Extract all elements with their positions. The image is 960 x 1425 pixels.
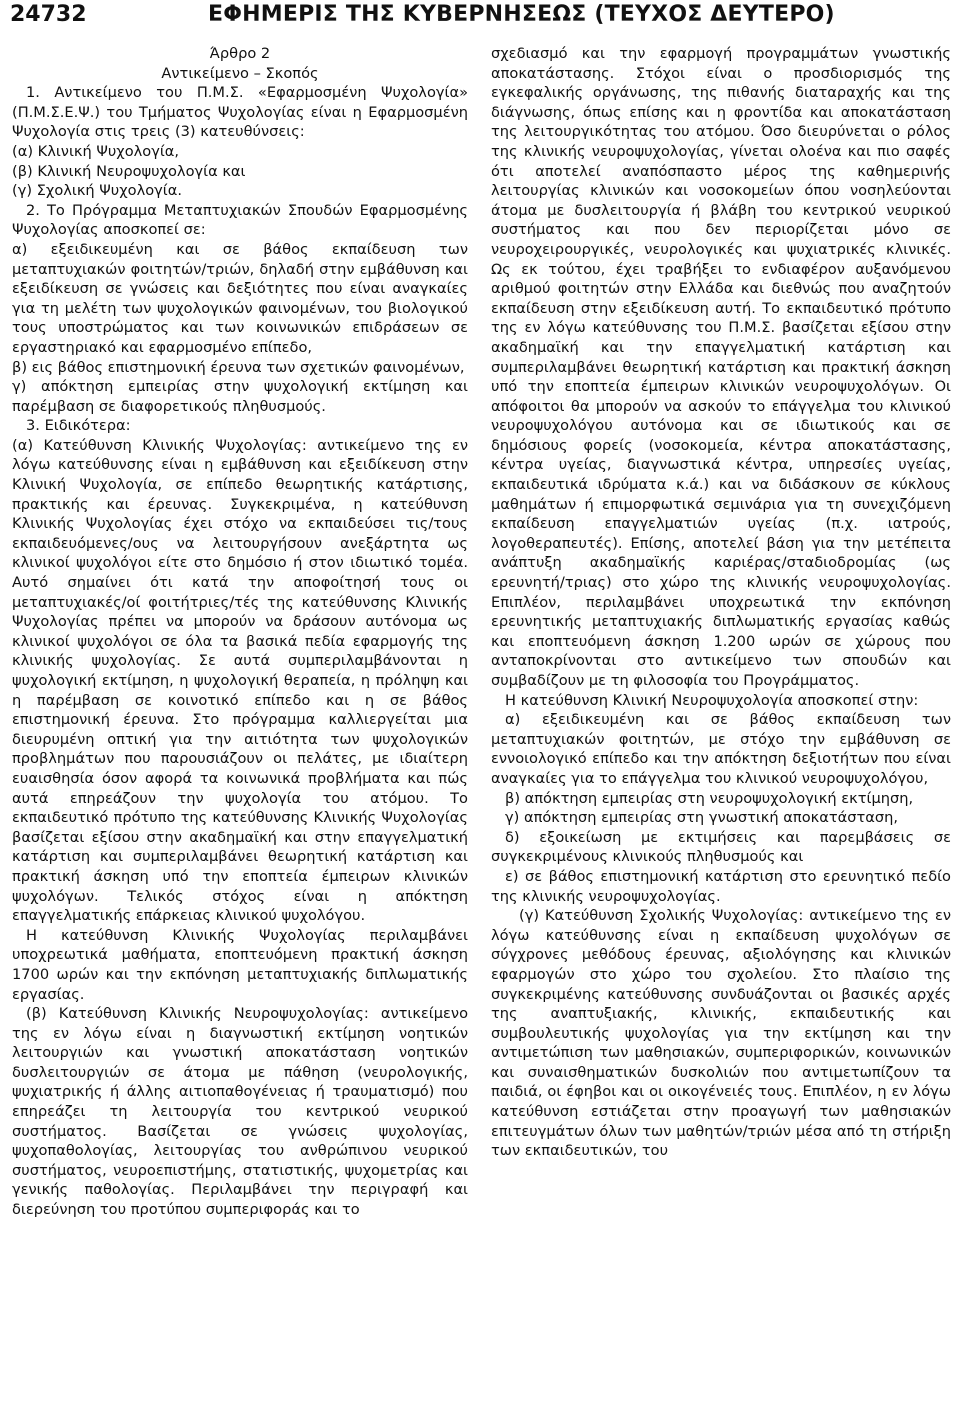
paragraph: σχεδιασμό και την εφαρμογή προγραμμάτων γνωστικής αποκατάστασης. Στόχοι είναι ο προσδιορισμός της εγκεφαλικής οργάνωσης, της πιθανής διαταραχής και της διάγνωσης, όπως επίσης και η φροντίδα και αποκατάσταση της λειτουργικότητας του ατόμου. Όσο διευρύνεται ο ρόλος της κλινικής νευροψυχολογίας, γίνεται ολοένα και πιο σαφές ότι αποτελεί αναπόσπαστο μέρος της καθημερινής λειτουργίας κλινικών και νοσοκομείων όπου νοσηλεύονται άτομα με δυσλειτουργία ή βλάβη του κεντρικού νευρικού συστήματος και που δεν περιορίζεται μόνο σε νευροχειρουργικές, νευρολογικές και ψυχιατρικές κλινικές. Ως εκ τούτου, έχει τραβήξει το ενδιαφέρον αυξανόμενου αριθμού φοιτητών στην Ελλάδα και διεθνώς που αναζητούν εκπαίδευση στην εξειδίκευση αυτή. Το εκπαιδευτικό πρότυπο της εν λόγω κατεύθυνσης του Π.Μ.Σ. βασίζεται εξίσου στην ακαδημαϊκή και την επαγγελματική κατάρτιση και συμπεριλαμβάνει θεωρητική κατάρτιση και πρακτική άσκηση υπό την εποπτεία έμπειρων κλινικών νευροψυχολόγων. Οι απόφοιτοι θα μπορούν να ασκούν το επάγγελμα του κλινικού νευροψυχολόγου αυτόνομα και σε ιδιωτικούς και σε δημόσιους φορείς (νοσοκομεία, κέντρα αποκατάστασης, κέντρα υγείας, διαγνωστικά κέντρα, υπηρεσίες υγείας, εκπαιδευτικά ιδρύματα κ.ά.) και να διδάσκουν σε κύκλους μαθημάτων ή επιμορφωτικά σεμινάρια για τη συνεχιζόμενη εκπαίδευση επαγγελματιών υγείας (π.χ. ιατρούς, λογοθεραπευτές). Επίσης, αποτελεί βάση για την μετέπειτα ανάπτυξη ακαδημαϊκής καριέρας/σταδιοδρομίας (ως ερευνητή/τριας) στο χώρο της κλινικής νευροψυχολογίας. Επιπλέον, περιλαμβάνει υποχρεωτικά την εκπόνηση ερευνητικής μεταπτυχιακής διπλωματικής εργασίας καθώς και εποπτευόμενη άσκηση 1.200 ωρών σε χώρους που ανταποκρίνονται στο αντικείμενο των σπουδών και συμβαδίζουν με τη φιλοσοφία του Προγράμματος. [491, 45, 951, 689]
paragraph: 2. Το Πρόγραμμα Μεταπτυχιακών Σπουδών Εφαρμοσμένης Ψυχολογίας αποσκοπεί σε: [12, 201, 468, 239]
page-number: 24732 [10, 2, 87, 27]
paragraph: (α) Κατεύθυνση Κλινικής Ψυχολογίας: αντικείμενο της εν λόγω κατεύθυνσης είναι η εμβάθυνση και εξειδίκευση στην Κλινική Ψυχολογία, σε επίπεδο θεωρητικής κατάρτισης, πρακτικής και έρευνας. Συγκεκριμένα, η κατεύθυνση Κλινικής Ψυχολογίας έχει στόχο να εκπαιδεύσει τις/τους εκπαιδευόμενες/ους να λειτουργήσουν ανεξάρτητα ως κλινικοί ψυχολόγοι είτε στο δημόσιο ή στον ιδιωτικό τομέα. Αυτό σημαίνει ότι κατά την αποφοίτησή τους οι μεταπτυχιακές/οί φοιτήτριες/τές της κατεύθυνσης Κλινικής Ψυχολογίας πρέπει να μπορούν να δράσουν αυτόνομα ως κλινικοί ψυχολόγοι σε όλα τα βασικά πεδία εφαρμογής της κλινικής ψυχολογίας. Σε αυτά συμπεριλαμβάνονται η ψυχολογική εκτίμηση, η ψυχολογική θεραπεία, η πρόληψη και η παρέμβαση σε κοινοτικό επίπεδο και η σε βάθος επιστημονική έρευνα. Στο πρόγραμμα καλλιεργείται μια διευρυμένη οπτική για την αιτιότητα των ψυχολογικών προβλημάτων που παρουσιάζουν οι πελάτες, με ιδιαίτερη ευαισθησία όσον αφορά τα κοινωνικά προβλήματα και πώς αυτά επηρεάζουν την ψυχολογία του ατόμου. Το εκπαιδευτικό πρότυπο της κατεύθυνσης Κλινικής Ψυχολογίας βασίζεται εξίσου στην ακαδημαϊκή και στην επαγγελματική κατάρτιση και συμπεριλαμβάνει θεωρητική κατάρτιση και πρακτική άσκηση υπό την εποπτεία έμπειρων κλινικών ψυχολόγων. Τελικός στόχος είναι η απόκτηση επαγγελματικής επάρκειας κλινικού ψυχολόγου. [12, 436, 468, 925]
paragraph: (β) Κατεύθυνση Κλινικής Νευροψυχολογίας: αντικείμενο της εν λόγω είναι η διαγνωστική εκτίμηση νοητικών λειτουργιών και γνωστική αποκατάσταση νοητικών δυσλειτουργιών σε άτομα με πάθηση (νευρολογικής, ψυχιατρικής ή άλλης αιτιοπαθογένειας ή τραυματισμό) που επηρεάζει τη λειτουργία του κεντρικού νευρικού συστήματος. Βασίζεται σε γνώσεις ψυχολογίας, ψυχοπαθολογίας, λειτουργίας του ανθρώπινου νευρικού συστήματος, νευροεπιστήμης, στατιστικής, ψυχομετρίας και γενικής παθολογίας. Περιλαμβάνει την περιγραφή και διερεύνηση του προτύπου συμπεριφοράς και το [12, 1005, 468, 1219]
article-subheading: Αντικείμενο – Σκοπός [161, 64, 319, 82]
paragraph: γ) απόκτηση εμπειρίας στην ψυχολογική εκτίμηση και παρέμβαση σε διαφορετικούς πληθυσμούς. [12, 378, 468, 415]
paragraph: δ) εξοικείωση με εκτιμήσεις και παρεμβάσεις σε συγκεκριμένους κλινικούς πληθυσμούς και [491, 828, 951, 866]
article-heading: Άρθρο 2 [209, 45, 271, 62]
paragraph: Η κατεύθυνση Κλινικής Ψυχολογίας περιλαμβάνει υποχρεωτικά μαθήματα, εποπτευόμενη πρακτική άσκηση 1700 ωρών και την εκπόνηση μεταπτυχιακής διπλωματικής εργασίας. [12, 926, 468, 1003]
left-column [12, 44, 468, 1220]
paragraph: γ) απόκτηση εμπειρίας στη γνωστική αποκατάσταση, [505, 809, 899, 827]
paragraph: α) εξειδικευμένη και σε βάθος εκπαίδευση των μεταπτυχιακών φοιτητών/τριών, δηλαδή στην εμβάθυνση και εξειδίκευση σε γνώσεις και δεξιότητες που είναι αναγκαίες για τη μελέτη των ψυχολογικών φαινομένων, του βιολογικού τους υποστρώματος και των κοινωνικών επιδράσεων σε εργαστηριακό και εφαρμοσμένο επίπεδο, [12, 240, 468, 356]
paragraph: (γ) Σχολική Ψυχολογία. [12, 182, 182, 200]
page-header [0, 0, 960, 36]
paragraph: Η κατεύθυνση Κλινική Νευροψυχολογία αποσκοπεί στην: [505, 691, 919, 709]
paragraph: (γ) Κατεύθυνση Σχολικής Ψυχολογίας: αντικείμενο της εν λόγω κατεύθυνσης είναι η εκπαίδευση ψυχολόγων σε σύγχρονες μεθόδους έρευνας, αξιολόγησης και κλινικών εφαρμογών στο χώρο του σχολείου. Στο πλαίσιο της συγκεκριμένης κατεύθυνσης συνδυάζονται οι βασικές αρχές της αναπτυξιακής, κλινικής, εκπαιδευτικής και συμβουλευτικής ψυχολογίας για την εκτίμηση και την αντιμετώπιση των μαθησιακών, συμπεριφορικών, κοινωνικών και συναισθηματικών δυσκολιών που αντιμετωπίζουν τα παιδιά, οι έφηβοι και οι οικογένειές τους. Επιπλέον, η εν λόγω κατεύθυνση εστιάζεται στην προαγωγή των μαθησιακών επιτευγμάτων όλων των μαθητών/τριών μέσα από τη στήριξη των εκπαιδευτικών, του [491, 907, 951, 1160]
paragraph: (β) Κλινική Νευροψυχολογία και [12, 162, 246, 180]
right-column [491, 44, 951, 1161]
paragraph: (α) Κλινική Ψυχολογία, [12, 142, 180, 160]
gazette-title: ΕΦΗΜΕΡΙΣ ΤΗΣ ΚΥΒΕΡΝΗΣΕΩΣ (ΤΕΥΧΟΣ ΔΕΥΤΕΡΟ) [208, 2, 835, 27]
paragraph: ε) σε βάθος επιστημονική κατάρτιση στο ερευνητικό πεδίο της κλινικής νευροψυχολογίας. [491, 867, 951, 905]
paragraph: 3. Ειδικότερα: [26, 417, 131, 435]
paragraph: β) εις βάθος επιστημονική έρευνα των σχετικών φαινομένων, [12, 358, 465, 376]
paragraph: β) απόκτηση εμπειρίας στη νευροψυχολογική εκτίμηση, [505, 789, 914, 807]
paragraph: α) εξειδικευμένη και σε βάθος εκπαίδευση των μεταπτυχιακών φοιτητών, με στόχο την εμβάθυνση σε εννοιολογικό επίπεδο και την απόκτηση δεξιοτήτων που είναι αναγκαίες για το επάγγελμα του κλινικού νευροψυχολόγου, [491, 711, 951, 787]
paragraph: 1. Αντικείμενο του Π.Μ.Σ. «Εφαρμοσμένη Ψυχολογία» (Π.Μ.Σ.Ε.Ψ.) του Τμήματος Ψυχολογίας είναι η Εφαρμοσμένη Ψυχολογία στις τρεις (3) κατευθύνσεις: [12, 84, 468, 141]
